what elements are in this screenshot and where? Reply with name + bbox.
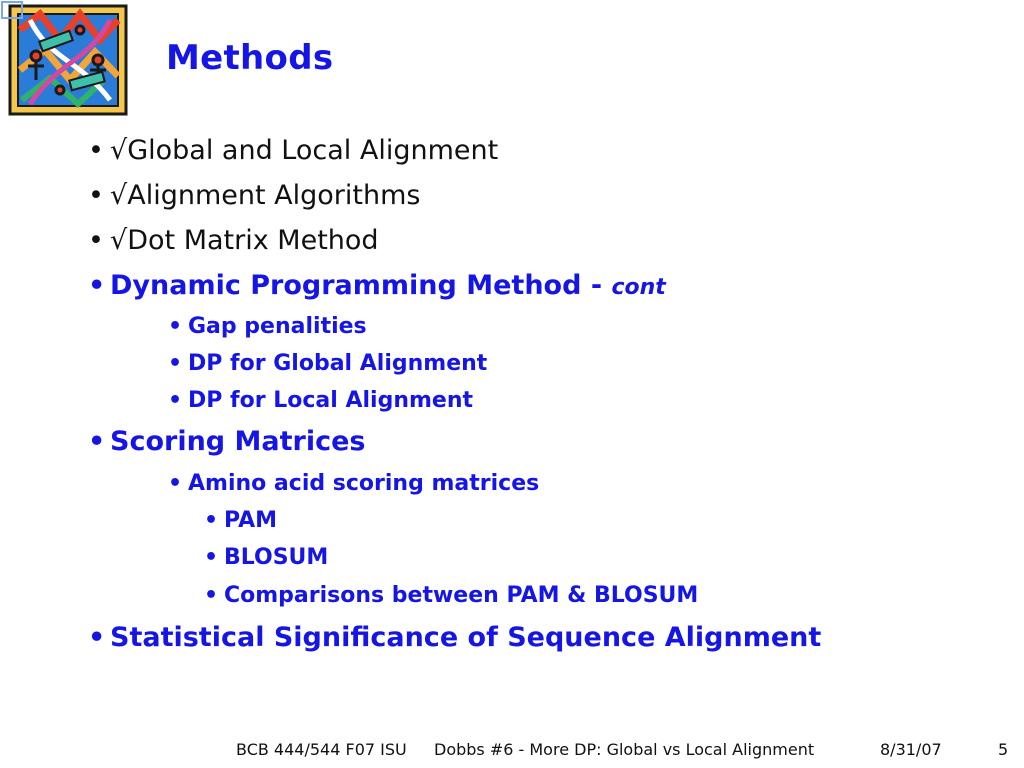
footer-course: BCB 444/544 F07 ISU bbox=[236, 740, 407, 759]
bullet-marker: • bbox=[88, 180, 104, 211]
item-text: BLOSUM bbox=[224, 545, 329, 570]
bullet-marker: • bbox=[204, 508, 219, 533]
list-item bbox=[204, 585, 698, 607]
item-text: Statistical Significance of Sequence Alignment bbox=[110, 622, 822, 653]
bullet-marker: • bbox=[88, 135, 104, 166]
item-text: Scoring Matrices bbox=[110, 426, 366, 457]
list-item bbox=[168, 316, 367, 338]
list-item bbox=[88, 227, 379, 254]
list-item bbox=[204, 547, 328, 569]
item-text: Alignment Algorithms bbox=[127, 180, 421, 211]
checkmark-icon: √ bbox=[110, 225, 128, 256]
item-text: Gap penalities bbox=[188, 314, 367, 339]
bullet-marker: • bbox=[88, 426, 106, 457]
footer-page-number: 5 bbox=[998, 740, 1009, 759]
list-item bbox=[168, 353, 487, 375]
item-text: DP for Global Alignment bbox=[188, 351, 488, 376]
bullet-marker: • bbox=[88, 622, 106, 653]
item-suffix: cont bbox=[611, 275, 666, 300]
bullet-marker: • bbox=[168, 471, 183, 496]
checkmark-icon: √ bbox=[110, 180, 128, 211]
slide-title: Methods bbox=[166, 38, 334, 78]
bullet-marker: • bbox=[204, 545, 219, 570]
bullet-marker: • bbox=[168, 314, 183, 339]
list-item bbox=[88, 272, 666, 299]
item-text: Comparisons between PAM & BLOSUM bbox=[224, 583, 699, 608]
bullet-marker: • bbox=[88, 270, 106, 301]
footer-lecture: Dobbs #6 - More DP: Global vs Local Alignment bbox=[434, 740, 815, 759]
bullet-marker: • bbox=[204, 583, 219, 608]
bullet-marker: • bbox=[88, 225, 104, 256]
list-item bbox=[168, 390, 473, 412]
bullet-marker: • bbox=[168, 388, 183, 413]
list-item bbox=[88, 428, 365, 455]
checkmark-icon: √ bbox=[110, 135, 128, 166]
list-item bbox=[204, 510, 277, 532]
item-text: Dynamic Programming Method - bbox=[110, 270, 612, 301]
item-text: Amino acid scoring matrices bbox=[188, 471, 540, 496]
footer-date: 8/31/07 bbox=[880, 740, 942, 759]
list-item bbox=[88, 182, 420, 209]
list-item bbox=[88, 137, 498, 164]
item-text: DP for Local Alignment bbox=[188, 388, 474, 413]
bullet-marker: • bbox=[168, 351, 183, 376]
list-item bbox=[88, 624, 821, 651]
item-text: Dot Matrix Method bbox=[127, 225, 379, 256]
item-text: Global and Local Alignment bbox=[127, 135, 499, 166]
item-text: PAM bbox=[224, 508, 278, 533]
list-item bbox=[168, 473, 539, 495]
